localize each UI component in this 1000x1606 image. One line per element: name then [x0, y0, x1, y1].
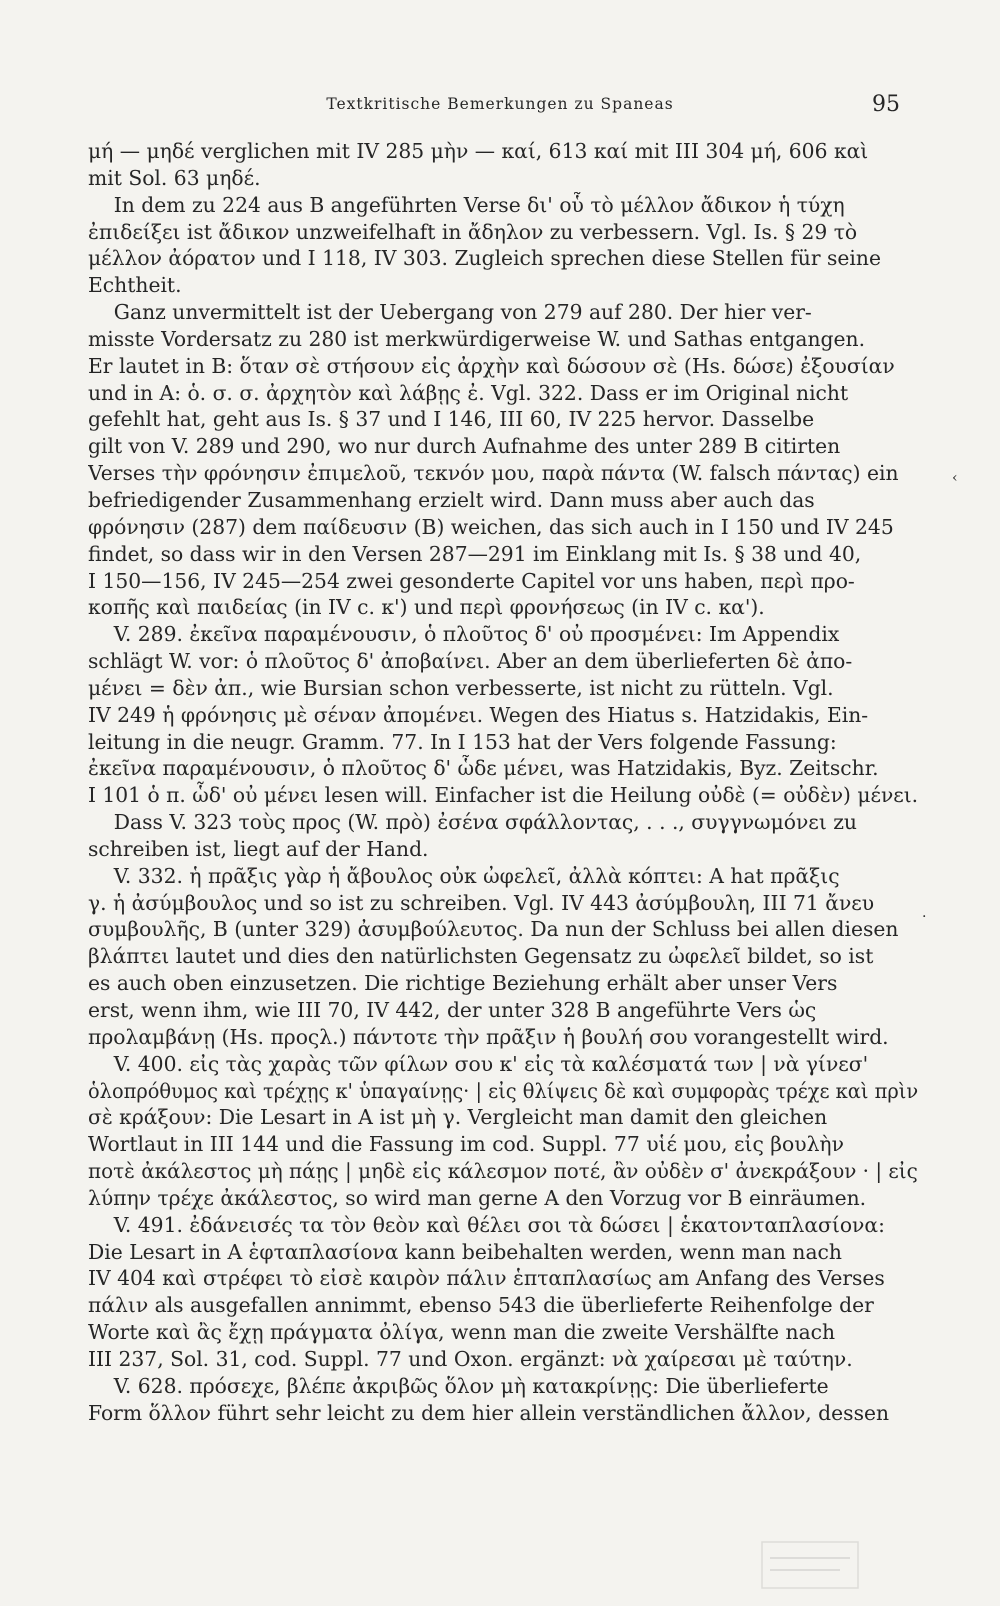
text-line: Die Lesart in A ἑφταπλασίονα kann beibehalten werden, wenn man nach — [88, 1239, 842, 1264]
text-line: ὁλοπρόθυμος καὶ τρέχῃς κ' ὑπαγαίνῃς· | εἰς θλίψεις δὲ καὶ συμφορὰς τρέχε καὶ πρὶν — [88, 1078, 919, 1103]
text-line: V. 400. εἰς τὰς χαρὰς τῶν φίλων σου κ' εἰς τὰ καλέσματά των | νὰ γίνεσ' — [88, 1051, 869, 1076]
margin-mark: ‹ — [952, 470, 958, 486]
text-line: Wortlaut in III 144 und die Fassung im cod. Suppl. 77 υἱέ μου, εἰς βουλὴν — [88, 1132, 844, 1157]
text-line: und in A: ὁ. σ. σ. ἀρχητὸν καὶ λάβῃς ἐ. Vgl. 322. Dass er im Original nicht — [88, 380, 849, 405]
text-line: γ. ἡ ἀσύμβουλος und so ist zu schreiben. Vgl. IV 443 ἀσύμβουλη, III 71 ἄνευ — [88, 890, 875, 915]
running-title: Textkritische Bemerkungen zu Spaneas — [326, 95, 674, 113]
text-line: misste Vordersatz zu 280 ist merkwürdigerweise W. und Sathas entgangen. — [88, 326, 866, 351]
text-line: mit Sol. 63 μηδέ. — [88, 165, 261, 190]
text-line: ποτὲ ἀκάλεστος μὴ πάῃς | μηδὲ εἰς κάλεσμον ποτέ, ἂν οὐδὲν σ' ἀνεκράξουν · | εἰς — [88, 1159, 918, 1184]
text-line: λύπην τρέχε ἀκάλεστος, so wird man gerne A den Vorzug vor B einräumen. — [88, 1185, 867, 1210]
text-line: findet, so dass wir in den Versen 287—291 im Einklang mit Is. § 38 und 40, — [88, 541, 862, 566]
text-line: IV 404 καὶ στρέφει τὸ εἰσὲ καιρὸν πάλιν ἑπταπλασίως am Anfang des Verses — [88, 1266, 885, 1291]
text-line: V. 289. ἐκεῖνα παραμένουσιν, ὁ πλοῦτος δ' οὐ προσμένει: Im Appendix — [88, 622, 840, 647]
body-text — [88, 138, 918, 1427]
text-line: ἐπιδείξει ist ἄδικον unzweifelhaft in ἄδηλον zu verbessern. Vgl. Is. § 29 τὸ — [88, 219, 858, 244]
text-line: μέλλον ἀόρατον und I 118, IV 303. Zugleich sprechen diese Stellen für seine — [88, 246, 881, 271]
text-line: Form ὅλλον führt sehr leicht zu dem hier allein verständlichen ἄλλον, dessen — [88, 1400, 890, 1425]
page-number: 95 — [872, 92, 900, 117]
text-line: es auch oben einzusetzen. Die richtige Beziehung erhält aber unser Vers — [88, 971, 838, 996]
text-line: erst, wenn ihm, wie III 70, IV 442, der unter 328 B angeführte Vers ὡς — [88, 998, 817, 1022]
library-stamp — [760, 1540, 860, 1590]
text-line: μή — μηδέ verglichen mit IV 285 μὴν — καί, 613 καί mit III 304 μή, 606 καὶ — [88, 139, 869, 163]
text-line: Er lautet in B: ὅταν σὲ στήσουν εἰς ἀρχὴν καὶ δώσουν σὲ (Hs. δώσε) ἐξουσίαν — [88, 353, 895, 378]
text-line: σὲ κράξουν: Die Lesart in A ist μὴ γ. Vergleicht man damit den gleichen — [88, 1105, 828, 1130]
text-line: βλάπτει lautet und dies den natürlichsten Gegensatz zu ὠφελεῖ bildet, so ist — [88, 944, 874, 969]
text-line: V. 491. ἐδάνεισές τα τὸν θεὸν καὶ θέλει σοι τὰ δώσει | ἑκατονταπλασίονα: — [88, 1212, 885, 1237]
text-line: φρόνησιν (287) dem παίδευσιν (B) weichen, das sich auch in I 150 und IV 245 — [88, 514, 894, 539]
text-line: gilt von V. 289 und 290, wo nur durch Aufnahme des unter 289 B citirten — [88, 434, 841, 459]
text-line: I 101 ὁ π. ὧδ' οὐ μένει lesen will. Einfacher ist die Heilung οὐδὲ (= οὐδὲν) μένει. — [88, 783, 919, 808]
text-line: leitung in die neugr. Gramm. 77. In I 153 hat der Vers folgende Fassung: — [88, 729, 837, 754]
text-line: ἐκεῖνα παραμένουσιν, ὁ πλοῦτος δ' ὧδε μένει, was Hatzidakis, Byz. Zeitschr. — [88, 756, 879, 781]
text-line: συμβουλῆς, B (unter 329) ἀσυμβούλευτος. Da nun der Schluss bei allen diesen — [88, 917, 899, 942]
text-line: I 150—156, IV 245—254 zwei gesonderte Capitel vor uns haben, περὶ προ- — [88, 568, 855, 593]
text-line: Echtheit. — [88, 273, 182, 298]
text-line: μένει = δὲν ἀπ., wie Bursian schon verbesserte, ist nicht zu rütteln. Vgl. — [88, 675, 834, 700]
text-line: προλαμβάνῃ (Hs. προςλ.) πάντοτε τὴν πρᾶξιν ἡ βουλή σου vorangestellt wird. — [88, 1024, 889, 1049]
text-line: Dass V. 323 τοὺς προς (W. πρὸ) ἐσένα σφάλλοντας, . . ., συγγνωμόνει zu — [88, 810, 857, 835]
text-line: In dem zu 224 aus B angeführten Verse δι' οὗ τὸ μέλλον ἄδικον ἡ τύχη — [88, 192, 845, 217]
margin-dot: . — [922, 905, 927, 921]
text-line: Ganz unvermittelt ist der Uebergang von 279 auf 280. Der hier ver- — [88, 300, 812, 325]
text-line: V. 332. ἡ πρᾶξις γὰρ ἡ ἄβουλος οὐκ ὠφελεῖ, ἀλλὰ κόπτει: A hat πρᾶξις — [88, 863, 840, 888]
text-line: befriedigender Zusammenhang erzielt wird. Dann muss aber auch das — [88, 487, 815, 512]
text-line: III 237, Sol. 31, cod. Suppl. 77 und Oxon. ergänzt: νὰ χαίρεσαι μὲ ταύτην. — [88, 1346, 853, 1371]
text-line: κοπῆς καὶ παιδείας (in IV c. κ') und περὶ φρονήσεως (in IV c. κα'). — [88, 595, 765, 620]
text-line: Verses τὴν φρόνησιν ἐπιμελοῦ, τεκνόν μου, παρὰ πάντα (W. falsch πάντας) ein — [88, 461, 899, 486]
text-line: gefehlt hat, geht aus Is. § 37 und I 146, III 60, IV 225 hervor. Dasselbe — [88, 407, 815, 432]
text-line: schreiben ist, liegt auf der Hand. — [88, 836, 429, 861]
text-line: πάλιν als ausgefallen annimmt, ebenso 543 die überlieferte Reihenfolge der — [88, 1293, 874, 1318]
text-line: V. 628. πρόσεχε, βλέπε ἀκριβῶς ὅλον μὴ κατακρίνῃς: Die überlieferte — [88, 1373, 829, 1398]
text-line: IV 249 ἡ φρόνησις μὲ σέναν ἀπομένει. Wegen des Hiatus s. Hatzidakis, Ein- — [88, 702, 869, 727]
text-line: Worte καὶ ἂς ἔχῃ πράγματα ὀλίγα, wenn man die zweite Vershälfte nach — [88, 1320, 836, 1345]
text-line: schlägt W. vor: ὁ πλοῦτος δ' ἀποβαίνει. Aber an dem überlieferten δὲ ἀπο- — [88, 649, 853, 674]
